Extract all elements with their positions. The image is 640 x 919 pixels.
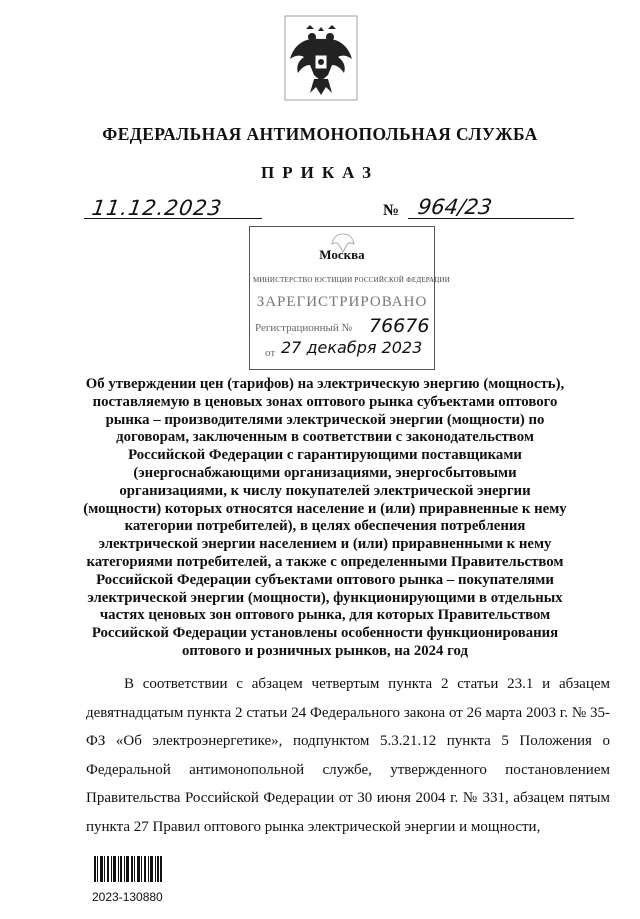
stamp-city: Москва <box>319 247 365 262</box>
number-sign: № <box>383 202 400 219</box>
stamp-from-label: от <box>265 347 276 359</box>
date-underline <box>84 218 262 219</box>
stamp-reg-number: 76676 <box>369 315 430 337</box>
barcode-icon <box>94 856 162 882</box>
registration-stamp <box>249 226 450 370</box>
coat-of-arms-icon <box>284 15 358 101</box>
stamp-registered: ЗАРЕГИСТРИРОВАНО <box>256 294 428 310</box>
number-underline <box>408 218 574 219</box>
order-title: Об утверждении цен (тарифов) на электрическую энергию (мощность), поставляемую в ценовых зонах оптового рынка субъектами оптового рынка – производителями электрической энергии (мощности) по договорам, заключенным в соответствии с законодательством Российской Федерации с гарантирующими поставщиками (энергоснабжающими организациями, энергосбытовыми организациями, к числу покупателей электрической энергии (мощности) которых относятся население и (или) приравненные к нему категории потребителей), в целях обеспечения потребления электрической энергии населением и (или) приравненными к нему категориями потребителей, а также с определенными Правительством Российской Федерации субъектами оптового рынка – покупателями электрической энергии (мощности), функционирующими в отдельных частях ценовых зон оптового рынка, для которых Правительством Российской Федерации установлены особенности функционирования оптового и розничных рынков, на 2024 год <box>83 376 567 659</box>
document-type: ПРИКАЗ <box>261 163 379 182</box>
agency-name: ФЕДЕРАЛЬНАЯ АНТИМОНОПОЛЬНАЯ СЛУЖБА <box>102 124 538 144</box>
stamp-reg-date: 27 декабря 2023 <box>281 338 423 357</box>
order-date: 11.12.2023 <box>90 196 224 220</box>
order-body: В соответствии с абзацем четвертым пункта 2 статьи 23.1 и абзацем девятнадцатым пункта 2 статьи 24 Федерального закона от 26 марта 2003 г. № 35-ФЗ «Об электроэнергетике», подпунктом 5.3.21.12 пункта 5 Положения о Федеральной антимонопольной службе, утвержденного постановлением Правительства Российской Федерации от 30 июня 2004 г. № 331, абзацем пятым пункта 27 Правил оптового рынка электрической энергии и мощности, <box>86 676 610 835</box>
stamp-ministry: МИНИСТЕРСТВО ЮСТИЦИИ РОССИЙСКОЙ ФЕДЕРАЦИИ <box>253 276 450 284</box>
order-number: 964/23 <box>416 195 494 219</box>
stamp-reg-label: Регистрационный № <box>255 322 353 334</box>
document-code: 2023-130880 <box>92 890 163 904</box>
